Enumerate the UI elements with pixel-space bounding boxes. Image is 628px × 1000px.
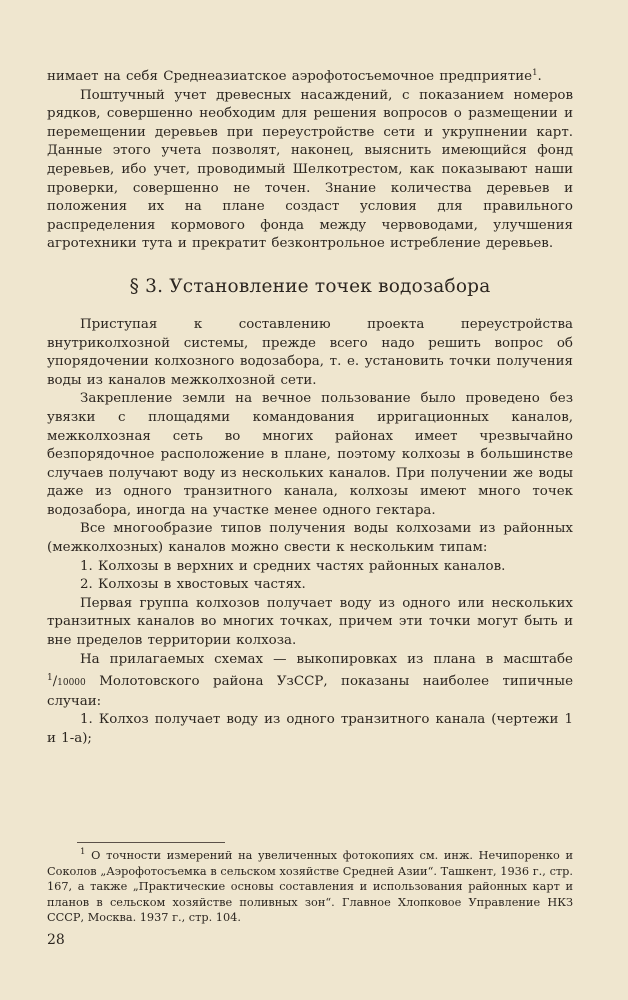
paragraph-continuation xyxy=(47,68,573,87)
paragraph: Приступая к составлению проекта переустройства внутриколхозной системы, прежде всего надо решить вопрос об упорядочении колхозного водозабора, т. е. установить точки получения воды из каналов межколхозной сети. xyxy=(47,316,573,388)
paragraph-text: На прилагаемых схемах — выкопировках из плана в масштабе xyxy=(80,651,573,667)
footnote-divider xyxy=(77,842,225,843)
paragraph: Закрепление земли на вечное пользование было проведено без увязки с площадями командования ирригационных каналов, межколхозная сеть во многих районах имеет чрезвычайно безпорядочное расположение в плане, поэтому колхозы в большинстве случаев получают воду из нескольких каналов. При получении же воды даже из одного транзитного канала, колхозы имеют много точек водозабора, иногда на участке менее одного гектара. xyxy=(47,391,573,518)
paragraph-text: нимает на себя Среднеазиатское аэрофотосъемочное предприятие xyxy=(47,69,533,84)
paragraph-text: Молотовского района УзССР, показаны наиболее типичные случаи: xyxy=(47,674,573,709)
paragraph-scale xyxy=(47,651,573,712)
page-number: 28 xyxy=(47,932,65,948)
paragraph: Первая группа колхозов получает воду из одного или нескольких транзитных каналов во многих точках, причем эти точки могут быть и вне пределов территории колхоза. xyxy=(47,595,573,649)
fraction-numerator: 1 xyxy=(47,673,53,684)
section-heading: § 3. Установление точек водозабора xyxy=(129,275,491,297)
page-body xyxy=(47,68,573,749)
footnote-text: О точности измерений на увеличенных фотокопиях см. инж. Нечипоренко и Соколов „Аэрофотосъемка в сельском хозяйстве Средней Азии“. Ташкент, 1936 г., стр. 167, а также „Практические основы составления и использования районных карт и планов в сельском хозяйстве поливных зон“. Главное Хлопковое Управление НКЗ СССР, Москва. 1937 г., стр. 104. xyxy=(47,849,574,925)
scale-fraction: $^1$/10000 xyxy=(47,673,86,690)
paragraph-tree-count: Поштучный учет древесных насаждений, с показанием номеров рядков, совершенно необходим для решения вопросов о размещении и перемещении деревьев при переустройстве сети и укрупнении карт. Данные этого учета позволят, наконец, выяснить имеющийся фонд деревьев, ибо учет, проводимый Шелкотрестом, как показывают наши проверки, совершенно не точен. Знание количества деревьев и положения их на плане создаст условия для правильного распределения кормового фонда между червоводами, улучшения агротехники тута и прекратит безконтрольное истребление деревьев. xyxy=(47,87,573,252)
paragraph: Все многообразие типов получения воды колхозами из районных (межколхозных) каналов можно свести к нескольким типам: xyxy=(47,521,573,556)
list-item: 1. Колхоз получает воду из одного транзитного канала (чертежи 1 и 1-а); xyxy=(47,712,573,746)
footnote-mark: 1 xyxy=(532,68,538,78)
footnote-mark: 1 xyxy=(80,847,86,857)
footnote xyxy=(47,848,573,926)
fraction-denominator: 10000 xyxy=(57,678,86,689)
list-item: 2. Колхозы в хвостовых частях. xyxy=(80,577,306,593)
list-item: 1. Колхозы в верхних и средних частях районных каналов. xyxy=(80,558,506,574)
paragraph-tail: . xyxy=(537,69,542,84)
